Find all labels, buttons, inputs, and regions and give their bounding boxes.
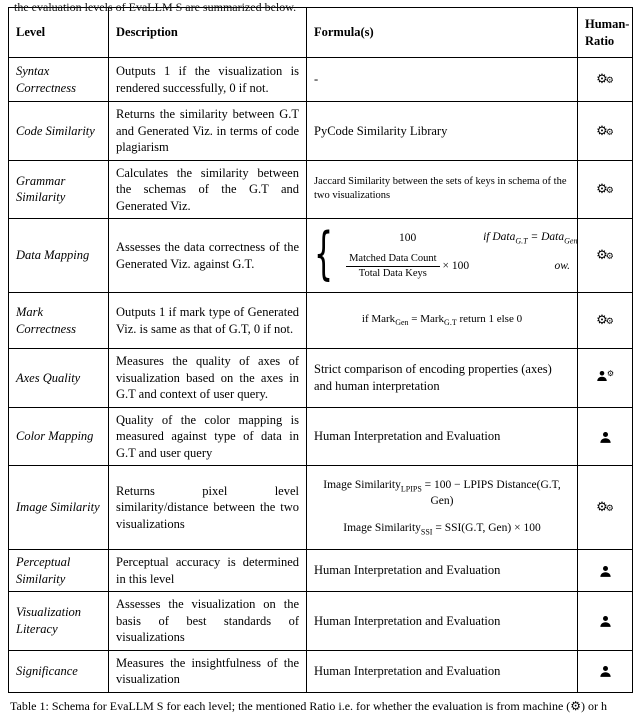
ratio-cell — [578, 407, 633, 466]
gears-icon: ⚙ ⚙ — [596, 500, 614, 516]
description-cell: Quality of the color mapping is measured against type of data in G.T and user query — [109, 407, 307, 466]
person-gear-icon — [596, 370, 614, 382]
ratio-cell — [578, 102, 633, 161]
header-formulas: Formula(s) — [307, 8, 578, 58]
formula-cell: - — [307, 58, 578, 102]
gears-icon: ⚙ ⚙ — [596, 72, 614, 88]
gears-icon: ⚙ ⚙ — [596, 123, 614, 139]
table-row-color-mapping — [9, 407, 633, 466]
top-caption-fragment: the evaluation levels of EvaLLM S are summarized below. — [14, 0, 297, 14]
level-cell: Perceptual Similarity — [9, 550, 109, 592]
table-row-visualization-literacy — [9, 592, 633, 651]
level-cell: Color Mapping — [9, 407, 109, 466]
formula-cell — [307, 466, 578, 550]
description-cell: Measures the insightfulness of the visualization — [109, 650, 307, 692]
header-human-ratio: Human-Ratio — [578, 8, 633, 58]
ratio-cell — [578, 650, 633, 692]
ratio-cell — [578, 592, 633, 651]
ratio-cell — [578, 160, 633, 219]
description-cell: Perceptual accuracy is determined in this level — [109, 550, 307, 592]
case2-condition: ow. — [554, 259, 570, 272]
ratio-cell — [578, 293, 633, 349]
piecewise-formula — [314, 221, 578, 288]
level-cell: Syntax Correctness — [9, 58, 109, 102]
mini-gear-icon: ⚙ — [606, 368, 615, 378]
description-cell: Returns pixel level similarity/distance between the two visualizations — [109, 466, 307, 550]
description-cell: Outputs 1 if mark type of Generated Viz. is same as that of G.T, 0 if not. — [109, 293, 307, 349]
evaluation-rubric-table — [8, 7, 633, 693]
table-row-syntax-correctness — [9, 58, 633, 102]
formula-cell: if Mark$_{Gen}$ = Mark$_{G.T}$ return 1 else 0 — [307, 293, 578, 349]
gears-icon: ⚙ ⚙ — [596, 182, 614, 197]
level-cell: Data Mapping — [9, 219, 109, 293]
description-cell: Outputs 1 if the visualization is rendered successfully, 0 if not. — [109, 58, 307, 102]
case1-condition: if Data$_{G.T}$ = Data$_{Gen}$ — [483, 231, 578, 246]
ssi-formula: Image Similarity$_{SSI}$ = SSI(G.T, Gen) × 100 — [343, 521, 541, 536]
table-row-grammar-similarity — [9, 160, 633, 219]
level-cell: Grammar Similarity — [9, 160, 109, 219]
case2-expression: $\frac{\text{Matched Data Count}}{\text{Total Data Keys}}$ × 100 — [340, 252, 475, 281]
brace-glyph: { — [314, 221, 334, 288]
table-row-mark-correctness — [9, 293, 633, 349]
formula-cell: Strict comparison of encoding properties (axes) and human interpretation — [307, 349, 578, 408]
description-cell: Measures the quality of axes of visualization based on the axes in G.T and context of user query. — [109, 349, 307, 408]
case1-value: 100 — [398, 232, 417, 245]
image-similarity-formulas — [314, 478, 570, 538]
header-level: Level — [9, 8, 109, 58]
table-row-significance — [9, 650, 633, 692]
table-row-axes-quality — [9, 349, 633, 408]
level-cell: Visualization Literacy — [9, 592, 109, 651]
ratio-cell — [578, 219, 633, 293]
formula-cell: PyCode Similarity Library — [307, 102, 578, 161]
level-cell: Mark Correctness — [9, 293, 109, 349]
gears-icon: ⚙ ⚙ — [596, 248, 614, 264]
gears-icon: ⚙ ⚙ — [596, 313, 614, 329]
description-cell: Returns the similarity between G.T and Generated Viz. in terms of code plagiarism — [109, 102, 307, 161]
description-cell: Calculates the similarity between the schemas of the G.T and Generated Viz. — [109, 160, 307, 219]
formula-cell: Human Interpretation and Evaluation — [307, 407, 578, 466]
formula-cell: Human Interpretation and Evaluation — [307, 592, 578, 651]
person-icon — [599, 565, 612, 578]
description-cell: Assesses the visualization on the basis of best standards of visualizations — [109, 592, 307, 651]
formula-cell: Human Interpretation and Evaluation — [307, 550, 578, 592]
header-row — [9, 8, 633, 58]
table-row-perceptual-similarity — [9, 550, 633, 592]
ratio-cell — [578, 466, 633, 550]
person-icon — [599, 615, 612, 628]
table-row-data-mapping — [9, 219, 633, 293]
table-row-code-similarity — [9, 102, 633, 161]
header-description: Description — [109, 8, 307, 58]
person-icon — [599, 431, 612, 444]
ratio-cell — [578, 349, 633, 408]
ratio-cell — [578, 550, 633, 592]
ratio-cell — [578, 58, 633, 102]
formula-cell — [307, 219, 578, 293]
lpips-formula: Image Similarity$_{LPIPS}$ = 100 − LPIPS Distance(G.T, Gen) — [323, 478, 561, 508]
level-cell: Image Similarity — [9, 466, 109, 550]
formula-cell: Jaccard Similarity between the sets of keys in schema of the two visualizations — [307, 160, 578, 219]
level-cell: Significance — [9, 650, 109, 692]
table-caption: Table 1: Schema for EvaLLM S for each level; the mentioned Ratio i.e. for whether the evaluation is from machine (⚙) or h — [10, 698, 608, 713]
level-cell: Code Similarity — [9, 102, 109, 161]
description-cell: Assesses the data correctness of the Generated Viz. against G.T. — [109, 219, 307, 293]
table-row-image-similarity — [9, 466, 633, 550]
person-icon — [599, 665, 612, 678]
level-cell: Axes Quality — [9, 349, 109, 408]
formula-cell: Human Interpretation and Evaluation — [307, 650, 578, 692]
